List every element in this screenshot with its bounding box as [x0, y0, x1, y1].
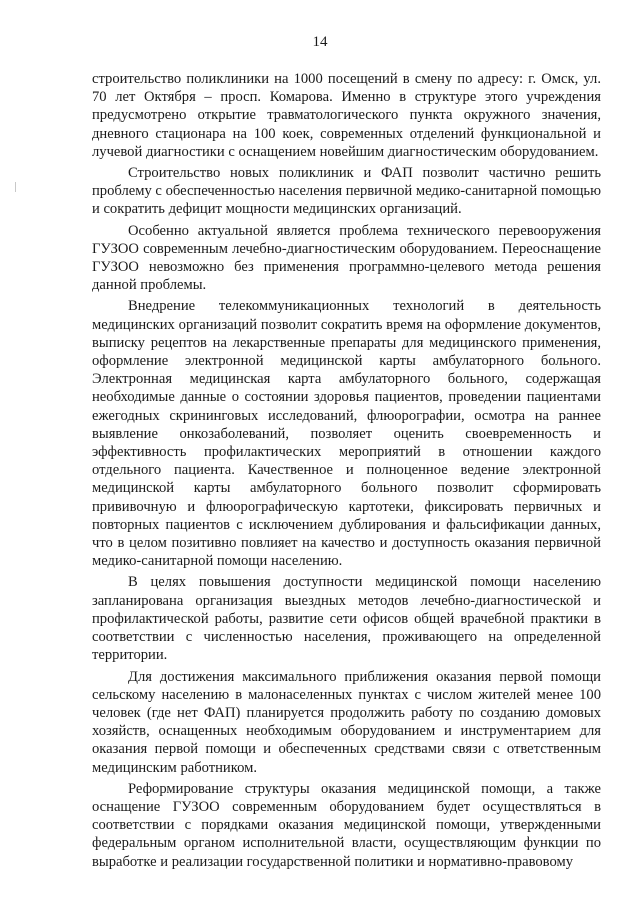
document-body — [92, 70, 601, 874]
paragraph-accessibility: В целях повышения доступности медицинской помощи населению запланирована организация выездных методов лечебно-диагностической и профилактической работы, развитие сети офисов общей врачебной практики в соответствии с численностью населения, проживающего на определенной территории. — [92, 574, 601, 664]
page-number: 14 — [312, 34, 328, 50]
paragraph-telecom: Внедрение телекоммуникационных технологий в деятельность медицинских организаций позволит сократить время на оформление документов, выписку рецептов на лекарственные препараты для медицинского применения, оформление электронной медицинской карты амбулаторного больного. Электронная медицинская карта амбулаторного больного, содержащая необходимые данные о состоянии здоровья пациентов, проведении пациентами ежегодных скрининговых исследований, флюорографии, осмотра на раннее выявление онкозаболеваний, позволяет оценить своевременность и эффективность профилактических мероприятий в отношении каждого отдельного пациента. Качественное и полноценное ведение электронной медицинской карты амбулаторного больного позволит сформировать прививочную и флюорографическую картотеки, фиксировать первичных и повторных пациентов с исключением дублирования и фальсификации данных, что в целом позитивно повлияет на качество и доступность оказания первичной медико-санитарной помощи населению. — [92, 298, 601, 570]
paragraph-new-clinics: Строительство новых поликлиник и ФАП позволит частично решить проблему с обеспеченностью населения первичной медико-санитарной помощью и сократить дефицит мощности медицинских организаций. — [92, 165, 601, 218]
paragraph-reequipment: Особенно актуальной является проблема технического перевооружения ГУЗОО современным лечебно-диагностическим оборудованием. Переоснащение ГУЗОО невозможно без применения программно-целевого метода решения данной проблемы. — [92, 222, 601, 294]
paragraph-first-aid: Для достижения максимального приближения оказания первой помощи сельскому населению в малонаселенных пунктах с числом жителей менее 100 человек (где нет ФАП) планируется продолжить работу по созданию домовых хозяйств, оснащенных необходимым оборудованием и инструментарием для оказания первой помощи и обеспеченных средствами связи с ответственным медицинским работником. — [92, 668, 601, 776]
paragraph-reform: Реформирование структуры оказания медицинской помощи, а также оснащение ГУЗОО современным оборудованием будет осуществляться в соответствии с порядками оказания медицинской помощи, утвержденными федеральным органом исполнительной власти, осуществляющим функции по выработке и реализации государственной политики и нормативно-правовому — [92, 780, 601, 870]
paragraph-continuation: строительство поликлиники на 1000 посещений в смену по адресу: г. Омск, ул. 70 лет Октября – просп. Комарова. Именно в структуре этого учреждения предусмотрено открытие травматологического пункта окружного значения, дневного стационара на 100 коек, современных отделений функциональной и лучевой диагностики с оснащением новейшим диагностическим оборудованием. — [92, 71, 601, 160]
margin-mark — [15, 182, 16, 192]
